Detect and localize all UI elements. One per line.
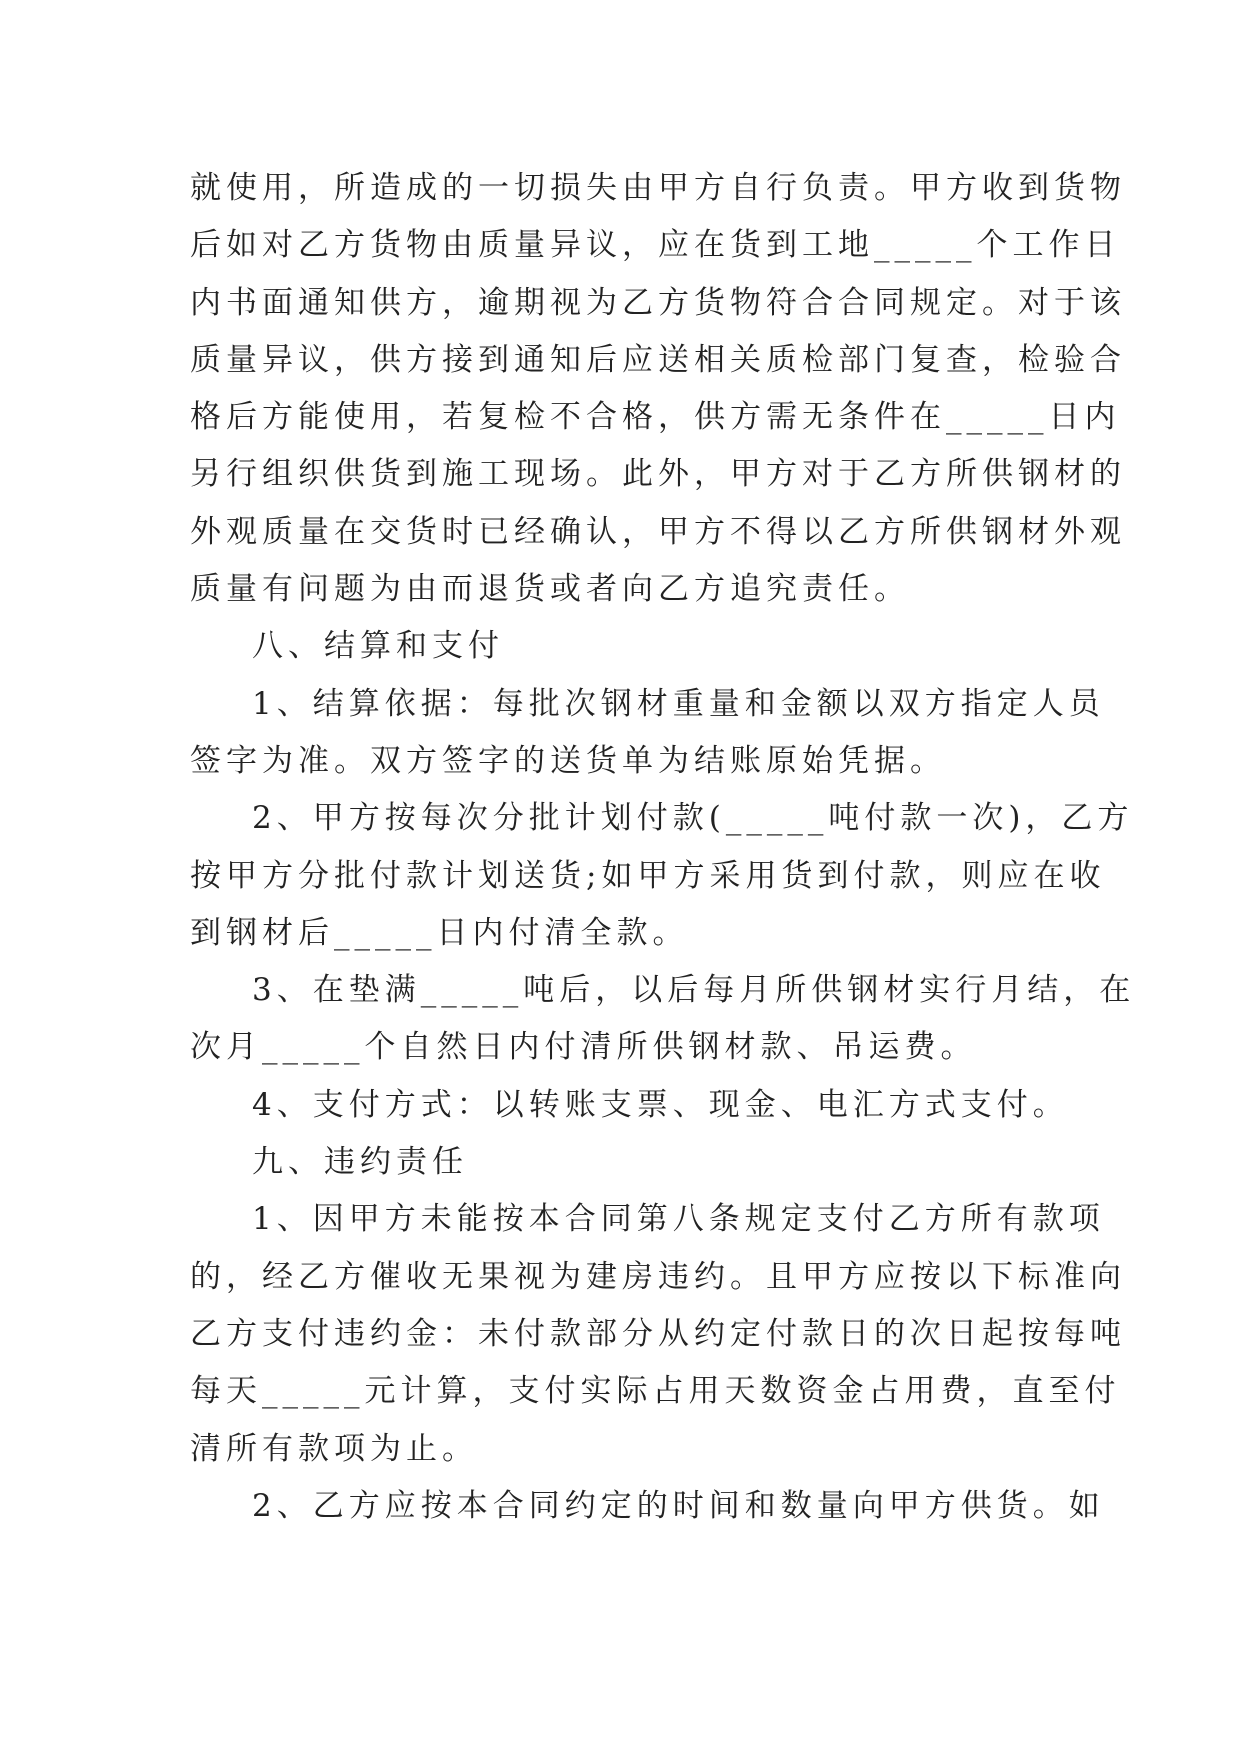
body-text-line: 1、结算依据：每批次钢材重量和金额以双方指定人员 — [252, 685, 1105, 722]
body-text-line: 按甲方分批付款计划送货;如甲方采用货到付款，则应在收 — [190, 857, 1106, 894]
body-text-line: 次月_____个自然日内付清所供钢材款、吊运费。 — [190, 1029, 977, 1066]
body-text-line: 2、乙方应按本合同约定的时间和数量向甲方供货。如 — [252, 1487, 1105, 1524]
body-text-line: 外观质量在交货时已经确认，甲方不得以乙方所供钢材外观 — [190, 513, 1126, 550]
body-text-line: 格后方能使用，若复检不合格，供方需无条件在_____日内 — [190, 399, 1121, 436]
body-text-line: 另行组织供货到施工现场。此外，甲方对于乙方所供钢材的 — [190, 456, 1126, 493]
section-heading-liability: 九、违约责任 — [252, 1144, 468, 1181]
body-text-line: 的，经乙方催收无果视为建房违约。且甲方应按以下标准向 — [190, 1258, 1126, 1295]
body-text-line: 内书面通知供方，逾期视为乙方货物符合合同规定。对于该 — [190, 284, 1126, 321]
body-text-line: 到钢材后_____日内付清全款。 — [190, 914, 689, 951]
body-text-line: 2、甲方按每次分批计划付款(_____吨付款一次)，乙方 — [252, 800, 1134, 837]
body-text-line: 3、在垫满_____吨后，以后每月所供钢材实行月结，在 — [252, 972, 1136, 1009]
body-text-line: 签字为准。双方签字的送货单为结账原始凭据。 — [190, 742, 946, 779]
body-text-line: 就使用，所造成的一切损失由甲方自行负责。甲方收到货物 — [190, 170, 1126, 206]
body-text-line: 4、支付方式：以转账支票、现金、电汇方式支付。 — [252, 1086, 1069, 1123]
section-heading-settlement: 八、结算和支付 — [252, 628, 504, 665]
body-text-line: 质量异议，供方接到通知后应送相关质检部门复查，检验合 — [190, 341, 1126, 378]
contract-text-body — [190, 160, 1136, 1535]
body-text-line: 后如对乙方货物由质量异议，应在货到工地_____个工作日 — [190, 227, 1121, 264]
body-text-line: 清所有款项为止。 — [190, 1430, 478, 1467]
body-text-line: 乙方支付违约金：未付款部分从约定付款日的次日起按每吨 — [190, 1315, 1126, 1352]
body-text-line: 质量有问题为由而退货或者向乙方追究责任。 — [190, 571, 910, 608]
body-text-line: 1、因甲方未能按本合同第八条规定支付乙方所有款项 — [252, 1201, 1105, 1238]
body-text-line: 每天_____元计算，支付实际占用天数资金占用费，直至付 — [190, 1373, 1121, 1410]
